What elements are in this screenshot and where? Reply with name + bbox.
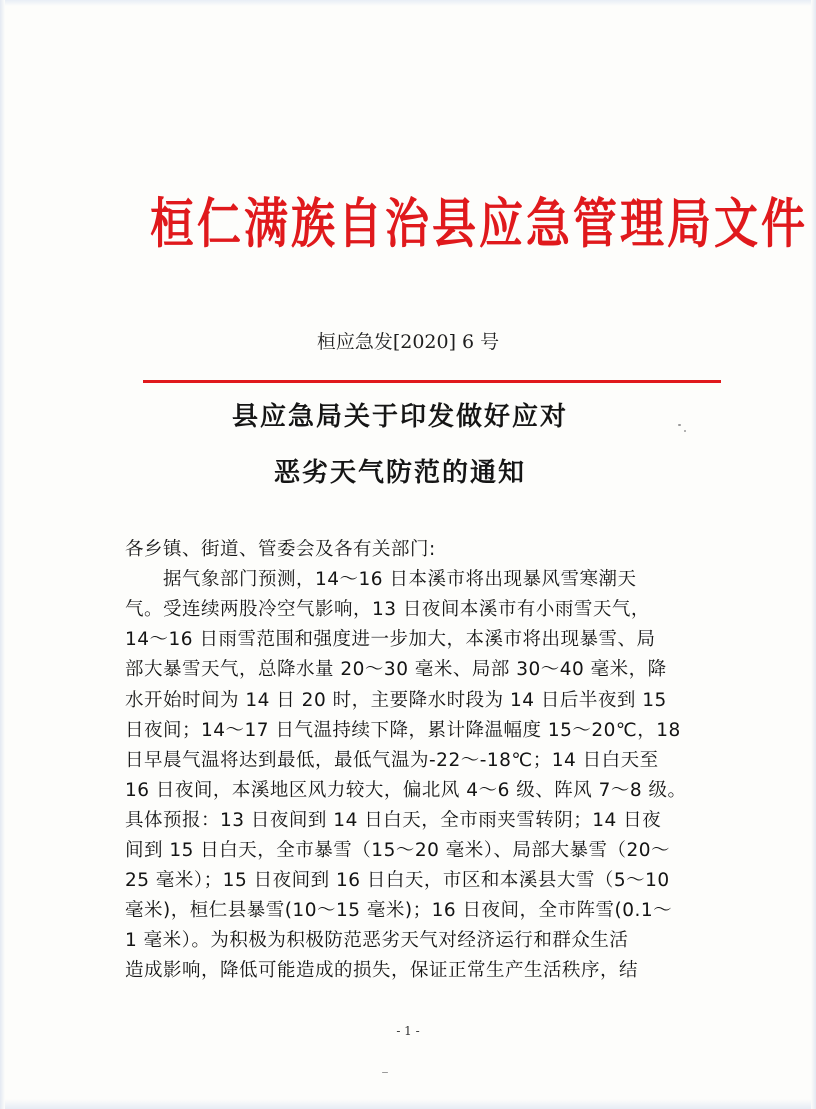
body-line: 14～16 日雨雪范围和强度进一步加大，本溪市将出现暴雪、局 (125, 629, 656, 650)
org-header-title: 桓仁满族自治县应急管理局文件 (150, 193, 808, 256)
body-line: 日早晨气温将达到最低，最低气温为-22～-18℃；14 日白天至 (125, 750, 659, 771)
body-line: 1 毫米）。为积极为积极防范恶劣天气对经济运行和群众生活 (125, 930, 629, 951)
scan-edge-top (0, 0, 816, 6)
body-line: 造成影响，降低可能造成的损失，保证正常生产生活秩序，结 (125, 960, 639, 981)
notice-title-line-1: 县应急局关于印发做好应对 (231, 402, 568, 432)
scan-edge-bottom (0, 1099, 816, 1109)
page-number: - 1 - (396, 1024, 420, 1038)
body-line: 间到 15 日白天，全市暴雪（15～20 毫米）、局部大暴雪（20～ (125, 840, 671, 861)
body-line: 毫米)，桓仁县暴雪(10～15 毫米)；16 日夜间，全市阵雪(0.1～ (125, 900, 673, 921)
red-divider-line (143, 380, 721, 383)
body-line: 16 日夜间，本溪地区风力较大，偏北风 4～6 级、阵风 7～8 级。 (125, 780, 687, 801)
body-line: 具体预报：13 日夜间到 14 日白天，全市雨夹雪转阴；14 日夜 (125, 810, 662, 831)
body-line: 部大暴雪天气，总降水量 20～30 毫米、局部 30～40 毫米，降 (125, 659, 667, 680)
notice-title-line-2: 恶劣天气防范的通知 (273, 458, 526, 488)
scan-speck (678, 424, 681, 426)
scan-speck (382, 1072, 388, 1073)
body-line: 水开始时间为 14 日 20 时，主要降水时段为 14 日后半夜到 15 (125, 690, 667, 711)
body-line-addressee: 各乡镇、街道、管委会及各有关部门: (125, 539, 436, 560)
body-line: 气。受连续两股冷空气影响，13 日夜间本溪市有小雨雪天气， (125, 599, 650, 620)
body-line: 日夜间；14～17 日气温持续下降，累计降温幅度 15～20℃，18 (125, 720, 681, 741)
scan-speck (684, 430, 686, 432)
scan-edge-right (811, 0, 816, 1109)
document-number: 桓应急发[2020] 6 号 (316, 331, 500, 353)
scan-edge-left (0, 0, 5, 1109)
body-line: 25 毫米）；15 日夜间到 16 日白天，市区和本溪县大雪（5～10 (125, 870, 670, 891)
body-line: 据气象部门预测，14～16 日本溪市将出现暴风雪寒潮天 (125, 569, 637, 590)
